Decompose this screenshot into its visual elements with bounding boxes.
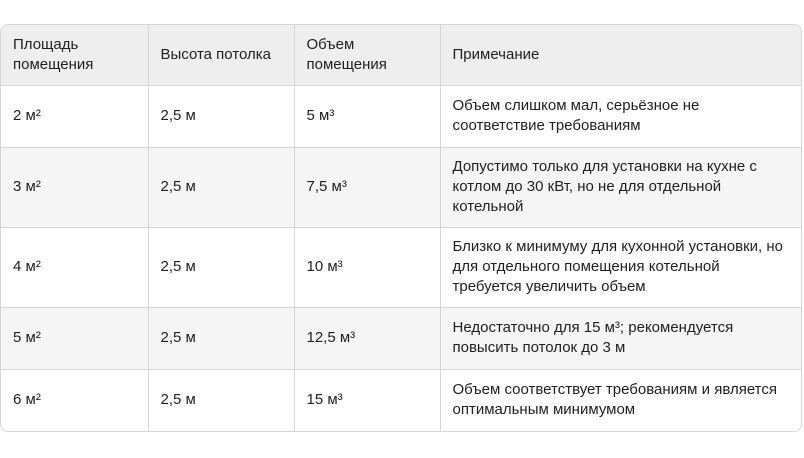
cell-volume: 12,5 м³ (294, 307, 440, 369)
table-row (1, 147, 801, 227)
cell-area: 5 м² (1, 307, 148, 369)
cell-area: 2 м² (1, 85, 148, 147)
cell-note: Объем слишком мал, серьёзное не соответствие требованиям (440, 85, 801, 147)
data-table-container (0, 24, 802, 432)
table-row (1, 369, 801, 431)
table-row (1, 85, 801, 147)
cell-height: 2,5 м (148, 85, 294, 147)
data-table (1, 25, 801, 431)
cell-area: 4 м² (1, 227, 148, 307)
cell-height: 2,5 м (148, 147, 294, 227)
cell-note: Допустимо только для установки на кухне с котлом до 30 кВт, но не для отдельной котельной (440, 147, 801, 227)
cell-note: Близко к минимуму для кухонной установки, но для отдельного помещения котельной требуется увеличить объем (440, 227, 801, 307)
header-volume: Объем помещения (294, 25, 440, 85)
header-note: Примечание (440, 25, 801, 85)
cell-volume: 5 м³ (294, 85, 440, 147)
cell-volume: 10 м³ (294, 227, 440, 307)
header-area: Площадь помещения (1, 25, 148, 85)
cell-note: Объем соответствует требованиям и является оптимальным минимумом (452, 381, 777, 419)
cell-height: 2,5 м (148, 369, 294, 431)
table-row (1, 307, 801, 369)
cell-area: 3 м² (1, 147, 148, 227)
cell-note: Недостаточно для 15 м³; рекомендуется повысить потолок до 3 м (440, 307, 801, 369)
cell-volume: 15 м³ (294, 369, 440, 431)
cell-volume: 7,5 м³ (294, 147, 440, 227)
cell-area: 6 м² (1, 369, 148, 431)
table-header-row (1, 25, 801, 85)
cell-height: 2,5 м (148, 227, 294, 307)
cell-height: 2,5 м (148, 307, 294, 369)
header-height: Высота потолка (148, 25, 294, 85)
table-row (1, 227, 801, 307)
